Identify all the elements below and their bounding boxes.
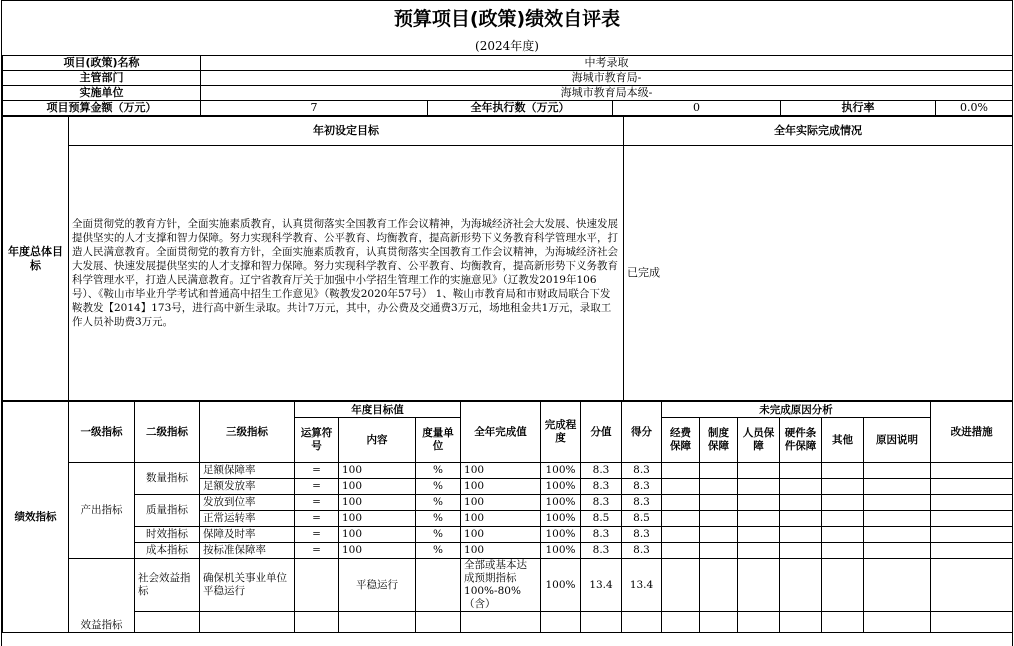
indicator-actual: 100 — [461, 527, 541, 543]
indicator-unit: % — [416, 479, 461, 495]
indicator-actual: 100 — [461, 495, 541, 511]
content-header: 内容 — [339, 418, 416, 463]
executed-label: 全年执行数（万元） — [428, 101, 613, 116]
indicator-unit: % — [416, 495, 461, 511]
hardware-header: 硬件条件保障 — [780, 418, 822, 463]
indicator-weight: 8.3 — [581, 479, 622, 495]
other-header: 其他 — [822, 418, 864, 463]
indicator-operator: = — [295, 463, 339, 479]
indicator-weight: 8.3 — [581, 543, 622, 559]
indicator-score: 8.3 — [622, 543, 662, 559]
dept-value: 海城市教育局- — [201, 71, 1013, 86]
indicator-content: 100 — [339, 479, 416, 495]
reason-header: 原因说明 — [864, 418, 931, 463]
indicator-operator: = — [295, 511, 339, 527]
indicator-completion: 100% — [541, 527, 581, 543]
budget-value: 7 — [201, 101, 428, 116]
indicator-content: 100 — [339, 495, 416, 511]
indicator-unit: % — [416, 463, 461, 479]
level3-header: 三级指标 — [200, 402, 295, 463]
form-title: 预算项目(政策)绩效自评表 — [2, 0, 1012, 37]
indicator-score: 8.3 — [622, 463, 662, 479]
target-group-header: 年度目标值 — [295, 402, 461, 418]
social-indicator-completion: 100% — [541, 559, 581, 612]
performance-table — [2, 401, 1013, 633]
system-header: 制度保障 — [700, 418, 738, 463]
set-goal-text: 全面贯彻党的教育方针，全面实施素质教育，认真贯彻落实全国教育工作会议精神，为海城经济社会大发展、快速发展提供坚实的人才支撑和智力保障。努力实现科学教育、公平教育、均衡教育，提高新形势下义务教育科学管理水平，打造人民满意教育。全面贯彻党的教育方针，全面实施素质教育，认真贯彻落实全国教育工作会议精神，为海城经济社会大发展、快速发展提供坚实的人才支撑和智力保障。努力实现科学教育、公平教育、均衡教育，提高新形势下义务教育科学管理水平，打造人民满意教育。辽宁省教育厅关于加强中小学招生管理工作的实施意见》（辽教发2019年106号）、《鞍山市毕业升学考试和普通高中招生工作意见》（鞍教发2020年57号） 1、鞍山市教育局和市财政局联合下发鞍教发【2014】173号，进行高中新生录取。共计7万元，其中，办公费及交通费3万元，场地租金共1万元，录取工作人员补助费3万元。 — [69, 146, 624, 401]
quantity-indicator-label: 数量指标 — [135, 463, 200, 495]
reason-group-header: 未完成原因分析 — [662, 402, 931, 418]
indicator-content: 100 — [339, 463, 416, 479]
level1-header: 一级指标 — [69, 402, 135, 463]
output-indicator-label: 产出指标 — [69, 463, 135, 559]
social-indicator-content: 平稳运行 — [339, 559, 416, 612]
indicator-name: 保障及时率 — [200, 527, 295, 543]
social-indicator-label: 社会效益指标 — [135, 559, 200, 612]
actual-goal-text: 已完成 — [624, 146, 1013, 401]
form-year: (2024年度) — [475, 39, 539, 53]
indicator-actual: 100 — [461, 543, 541, 559]
indicator-score: 8.5 — [622, 511, 662, 527]
indicator-actual: 100 — [461, 511, 541, 527]
perf-section-label: 绩效指标 — [3, 402, 69, 633]
quality-indicator-label: 质量指标 — [135, 495, 200, 527]
benefit-indicator-label: 效益指标 — [69, 559, 135, 633]
indicator-weight: 8.3 — [581, 527, 622, 543]
indicator-operator: = — [295, 479, 339, 495]
social-indicator-weight: 13.4 — [581, 559, 622, 612]
indicator-name: 足额保障率 — [200, 463, 295, 479]
social-indicator-score: 13.4 — [622, 559, 662, 612]
score-header: 得分 — [622, 402, 662, 463]
project-info-table — [2, 55, 1013, 116]
social-indicator-name: 确保机关事业单位平稳运行 — [200, 559, 295, 612]
completion-header: 完成程度 — [541, 402, 581, 463]
goal-section-label: 年度总体目标 — [3, 117, 69, 401]
timeliness-indicator-label: 时效指标 — [135, 527, 200, 543]
indicator-content: 100 — [339, 511, 416, 527]
indicator-operator: = — [295, 527, 339, 543]
staff-header: 人员保障 — [738, 418, 780, 463]
dept-label: 主管部门 — [3, 71, 201, 86]
funding-header: 经费保障 — [662, 418, 700, 463]
indicator-completion: 100% — [541, 479, 581, 495]
indicator-content: 100 — [339, 543, 416, 559]
level2-header: 二级指标 — [135, 402, 200, 463]
unit-value: 海城市教育局本级- — [201, 86, 1013, 101]
unit-label: 实施单位 — [3, 86, 201, 101]
project-name-value: 中考录取 — [201, 56, 1013, 71]
set-goal-header: 年初设定目标 — [69, 117, 624, 146]
indicator-score: 8.3 — [622, 495, 662, 511]
indicator-completion: 100% — [541, 495, 581, 511]
indicator-weight: 8.5 — [581, 511, 622, 527]
indicator-weight: 8.3 — [581, 495, 622, 511]
operator-header: 运算符号 — [295, 418, 339, 463]
indicator-name: 发放到位率 — [200, 495, 295, 511]
actual-goal-header: 全年实际完成情况 — [624, 117, 1013, 146]
rate-value: 0.0% — [936, 101, 1013, 116]
annual-goal-table — [2, 116, 1013, 401]
indicator-operator: = — [295, 495, 339, 511]
rate-label: 执行率 — [781, 101, 936, 116]
indicator-score: 8.3 — [622, 527, 662, 543]
unit-header: 度量单位 — [416, 418, 461, 463]
indicator-actual: 100 — [461, 463, 541, 479]
indicator-score: 8.3 — [622, 479, 662, 495]
budget-label: 项目预算金额（万元） — [3, 101, 201, 116]
indicator-name: 按标准保障率 — [200, 543, 295, 559]
executed-value: 0 — [613, 101, 781, 116]
indicator-weight: 8.3 — [581, 463, 622, 479]
social-indicator-actual: 全部或基本达成预期指标100%-80%（含） — [461, 559, 541, 612]
indicator-completion: 100% — [541, 543, 581, 559]
indicator-completion: 100% — [541, 463, 581, 479]
indicator-actual: 100 — [461, 479, 541, 495]
indicator-unit: % — [416, 543, 461, 559]
indicator-operator: = — [295, 543, 339, 559]
indicator-unit: % — [416, 511, 461, 527]
evaluation-form — [1, 0, 1013, 646]
cost-indicator-label: 成本指标 — [135, 543, 200, 559]
indicator-unit: % — [416, 527, 461, 543]
actual-header: 全年完成值 — [461, 402, 541, 463]
indicator-name: 正常运转率 — [200, 511, 295, 527]
weight-header: 分值 — [581, 402, 622, 463]
indicator-completion: 100% — [541, 511, 581, 527]
project-name-label: 项目(政策)名称 — [3, 56, 201, 71]
indicator-name: 足额发放率 — [200, 479, 295, 495]
indicator-content: 100 — [339, 527, 416, 543]
improve-header: 改进措施 — [931, 402, 1013, 463]
